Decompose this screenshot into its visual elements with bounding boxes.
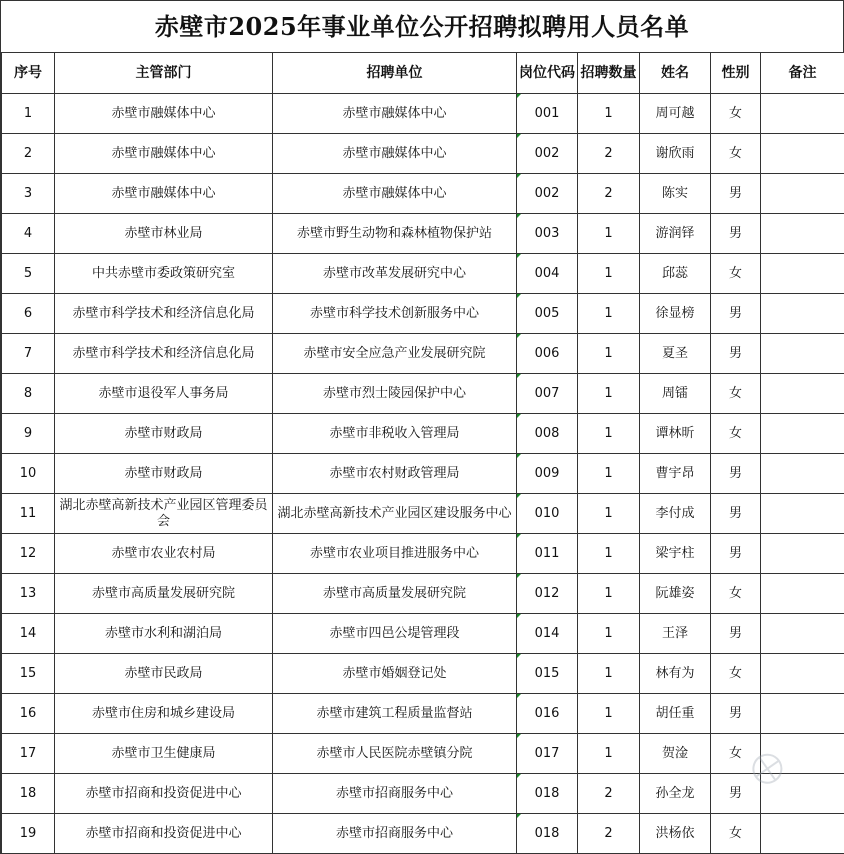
cell-code: 007 — [517, 374, 578, 414]
cell-gender: 男 — [711, 174, 761, 214]
cell-name: 王泽 — [640, 614, 711, 654]
cell-count: 1 — [578, 254, 640, 294]
cell-seq: 14 — [2, 614, 55, 654]
cell-seq: 4 — [2, 214, 55, 254]
header-note: 备注 — [761, 53, 844, 94]
cell-name: 李付成 — [640, 494, 711, 534]
cell-code: 018 — [517, 814, 578, 854]
cell-note — [761, 94, 844, 134]
cell-dept: 赤壁市招商和投资促进中心 — [55, 814, 273, 854]
cell-seq: 3 — [2, 174, 55, 214]
cell-unit: 赤壁市农业项目推进服务中心 — [273, 534, 517, 574]
cell-dept: 赤壁市财政局 — [55, 454, 273, 494]
cell-count: 1 — [578, 214, 640, 254]
table-row — [2, 294, 844, 334]
cell-gender: 男 — [711, 214, 761, 254]
cell-code: 017 — [517, 734, 578, 774]
table-row — [2, 574, 844, 614]
cell-name: 贺淦 — [640, 734, 711, 774]
cell-count: 1 — [578, 414, 640, 454]
cell-name: 徐显榜 — [640, 294, 711, 334]
cell-seq: 8 — [2, 374, 55, 414]
cell-gender: 女 — [711, 574, 761, 614]
cell-note — [761, 174, 844, 214]
cell-gender: 男 — [711, 494, 761, 534]
cell-count: 1 — [578, 294, 640, 334]
table-row — [2, 134, 844, 174]
table-row — [2, 334, 844, 374]
cell-count: 1 — [578, 94, 640, 134]
cell-dept: 赤壁市融媒体中心 — [55, 94, 273, 134]
cell-dept: 中共赤壁市委政策研究室 — [55, 254, 273, 294]
cell-unit: 赤壁市高质量发展研究院 — [273, 574, 517, 614]
cell-unit: 赤壁市安全应急产业发展研究院 — [273, 334, 517, 374]
cell-name: 孙全龙 — [640, 774, 711, 814]
header-code: 岗位代码 — [517, 53, 578, 94]
cell-name: 陈实 — [640, 174, 711, 214]
cell-code: 001 — [517, 94, 578, 134]
cell-gender: 女 — [711, 414, 761, 454]
cell-count: 1 — [578, 494, 640, 534]
cell-dept: 赤壁市财政局 — [55, 414, 273, 454]
cell-seq: 11 — [2, 494, 55, 534]
cell-unit: 赤壁市农村财政管理局 — [273, 454, 517, 494]
cell-gender: 女 — [711, 94, 761, 134]
cell-note — [761, 214, 844, 254]
cell-code: 006 — [517, 334, 578, 374]
cell-gender: 女 — [711, 374, 761, 414]
header-unit: 招聘单位 — [273, 53, 517, 94]
cell-count: 1 — [578, 534, 640, 574]
cell-note — [761, 694, 844, 734]
cell-note — [761, 334, 844, 374]
cell-dept: 赤壁市融媒体中心 — [55, 174, 273, 214]
cell-unit: 赤壁市改革发展研究中心 — [273, 254, 517, 294]
cell-unit: 赤壁市融媒体中心 — [273, 134, 517, 174]
cell-note — [761, 294, 844, 334]
cell-note — [761, 614, 844, 654]
cell-code: 004 — [517, 254, 578, 294]
header-gender: 性别 — [711, 53, 761, 94]
cell-name: 林有为 — [640, 654, 711, 694]
cell-note — [761, 654, 844, 694]
cell-unit: 湖北赤壁高新技术产业园区建设服务中心 — [273, 494, 517, 534]
header-count: 招聘数量 — [578, 53, 640, 94]
table-row — [2, 494, 844, 534]
cell-code: 015 — [517, 654, 578, 694]
cell-name: 梁宇柱 — [640, 534, 711, 574]
cell-count: 2 — [578, 814, 640, 854]
cell-code: 014 — [517, 614, 578, 654]
table-row — [2, 214, 844, 254]
cell-name: 谭林昕 — [640, 414, 711, 454]
cell-note — [761, 734, 844, 774]
personnel-table — [1, 52, 844, 854]
cell-unit: 赤壁市招商服务中心 — [273, 774, 517, 814]
cell-unit: 赤壁市融媒体中心 — [273, 94, 517, 134]
cell-gender: 男 — [711, 454, 761, 494]
cell-seq: 5 — [2, 254, 55, 294]
cell-dept: 赤壁市住房和城乡建设局 — [55, 694, 273, 734]
cell-unit: 赤壁市招商服务中心 — [273, 814, 517, 854]
cell-gender: 女 — [711, 254, 761, 294]
cell-note — [761, 814, 844, 854]
table-row — [2, 414, 844, 454]
cell-seq: 15 — [2, 654, 55, 694]
cell-dept: 赤壁市卫生健康局 — [55, 734, 273, 774]
cell-dept: 赤壁市高质量发展研究院 — [55, 574, 273, 614]
cell-dept: 赤壁市农业农村局 — [55, 534, 273, 574]
cell-note — [761, 454, 844, 494]
cell-note — [761, 414, 844, 454]
cell-gender: 男 — [711, 534, 761, 574]
cell-unit: 赤壁市科学技术创新服务中心 — [273, 294, 517, 334]
cell-code: 008 — [517, 414, 578, 454]
header-dept: 主管部门 — [55, 53, 273, 94]
table-row — [2, 734, 844, 774]
cell-code: 002 — [517, 174, 578, 214]
cell-name: 洪杨依 — [640, 814, 711, 854]
cell-note — [761, 254, 844, 294]
cell-code: 018 — [517, 774, 578, 814]
table-header-row — [2, 53, 844, 94]
cell-seq: 12 — [2, 534, 55, 574]
cell-gender: 男 — [711, 334, 761, 374]
table-row — [2, 694, 844, 734]
cell-count: 1 — [578, 374, 640, 414]
cell-gender: 女 — [711, 814, 761, 854]
cell-gender: 女 — [711, 734, 761, 774]
cell-name: 阮雄姿 — [640, 574, 711, 614]
cell-seq: 2 — [2, 134, 55, 174]
cell-seq: 16 — [2, 694, 55, 734]
cell-seq: 18 — [2, 774, 55, 814]
cell-note — [761, 574, 844, 614]
cell-name: 游润铎 — [640, 214, 711, 254]
cell-code: 011 — [517, 534, 578, 574]
cell-code: 009 — [517, 454, 578, 494]
cell-name: 邱蕊 — [640, 254, 711, 294]
cell-count: 2 — [578, 134, 640, 174]
cell-name: 周可越 — [640, 94, 711, 134]
cell-unit: 赤壁市人民医院赤壁镇分院 — [273, 734, 517, 774]
cell-code: 002 — [517, 134, 578, 174]
cell-count: 2 — [578, 774, 640, 814]
cell-note — [761, 134, 844, 174]
cell-seq: 19 — [2, 814, 55, 854]
cell-name: 夏圣 — [640, 334, 711, 374]
table-row — [2, 174, 844, 214]
cell-dept: 湖北赤壁高新技术产业园区管理委员会 — [55, 494, 273, 534]
cell-gender: 男 — [711, 614, 761, 654]
cell-note — [761, 534, 844, 574]
cell-unit: 赤壁市烈士陵园保护中心 — [273, 374, 517, 414]
table-row — [2, 454, 844, 494]
cell-dept: 赤壁市科学技术和经济信息化局 — [55, 334, 273, 374]
cell-dept: 赤壁市水利和湖泊局 — [55, 614, 273, 654]
table-row — [2, 534, 844, 574]
cell-gender: 女 — [711, 134, 761, 174]
cell-count: 1 — [578, 734, 640, 774]
cell-seq: 7 — [2, 334, 55, 374]
cell-seq: 1 — [2, 94, 55, 134]
cell-seq: 9 — [2, 414, 55, 454]
cell-code: 003 — [517, 214, 578, 254]
cell-gender: 男 — [711, 294, 761, 334]
cell-count: 1 — [578, 334, 640, 374]
cell-seq: 10 — [2, 454, 55, 494]
table-row — [2, 654, 844, 694]
cell-unit: 赤壁市非税收入管理局 — [273, 414, 517, 454]
cell-name: 曹宇昂 — [640, 454, 711, 494]
header-name: 姓名 — [640, 53, 711, 94]
table-body — [2, 94, 844, 854]
cell-unit: 赤壁市融媒体中心 — [273, 174, 517, 214]
cell-dept: 赤壁市民政局 — [55, 654, 273, 694]
table-row — [2, 254, 844, 294]
cell-gender: 男 — [711, 694, 761, 734]
cell-seq: 17 — [2, 734, 55, 774]
table-row — [2, 94, 844, 134]
cell-seq: 13 — [2, 574, 55, 614]
cell-count: 1 — [578, 694, 640, 734]
cell-note — [761, 374, 844, 414]
cell-note — [761, 774, 844, 814]
cell-code: 012 — [517, 574, 578, 614]
cell-code: 016 — [517, 694, 578, 734]
table-row — [2, 814, 844, 854]
cell-name: 胡任重 — [640, 694, 711, 734]
cell-count: 2 — [578, 174, 640, 214]
cell-name: 谢欣雨 — [640, 134, 711, 174]
page-title: 赤壁市2025年事业单位公开招聘拟聘用人员名单 — [1, 0, 844, 52]
header-seq: 序号 — [2, 53, 55, 94]
table-row — [2, 774, 844, 814]
cell-count: 1 — [578, 614, 640, 654]
cell-seq: 6 — [2, 294, 55, 334]
cell-unit: 赤壁市婚姻登记处 — [273, 654, 517, 694]
cell-unit: 赤壁市四邑公堤管理段 — [273, 614, 517, 654]
cell-dept: 赤壁市林业局 — [55, 214, 273, 254]
cell-unit: 赤壁市建筑工程质量监督站 — [273, 694, 517, 734]
cell-code: 005 — [517, 294, 578, 334]
cell-name: 周镭 — [640, 374, 711, 414]
table-row — [2, 374, 844, 414]
cell-gender: 女 — [711, 654, 761, 694]
cell-dept: 赤壁市科学技术和经济信息化局 — [55, 294, 273, 334]
cell-unit: 赤壁市野生动物和森林植物保护站 — [273, 214, 517, 254]
cell-dept: 赤壁市退役军人事务局 — [55, 374, 273, 414]
cell-count: 1 — [578, 654, 640, 694]
cell-gender: 男 — [711, 774, 761, 814]
cell-count: 1 — [578, 574, 640, 614]
cell-dept: 赤壁市融媒体中心 — [55, 134, 273, 174]
cell-code: 010 — [517, 494, 578, 534]
cell-count: 1 — [578, 454, 640, 494]
table-row — [2, 614, 844, 654]
cell-dept: 赤壁市招商和投资促进中心 — [55, 774, 273, 814]
cell-note — [761, 494, 844, 534]
